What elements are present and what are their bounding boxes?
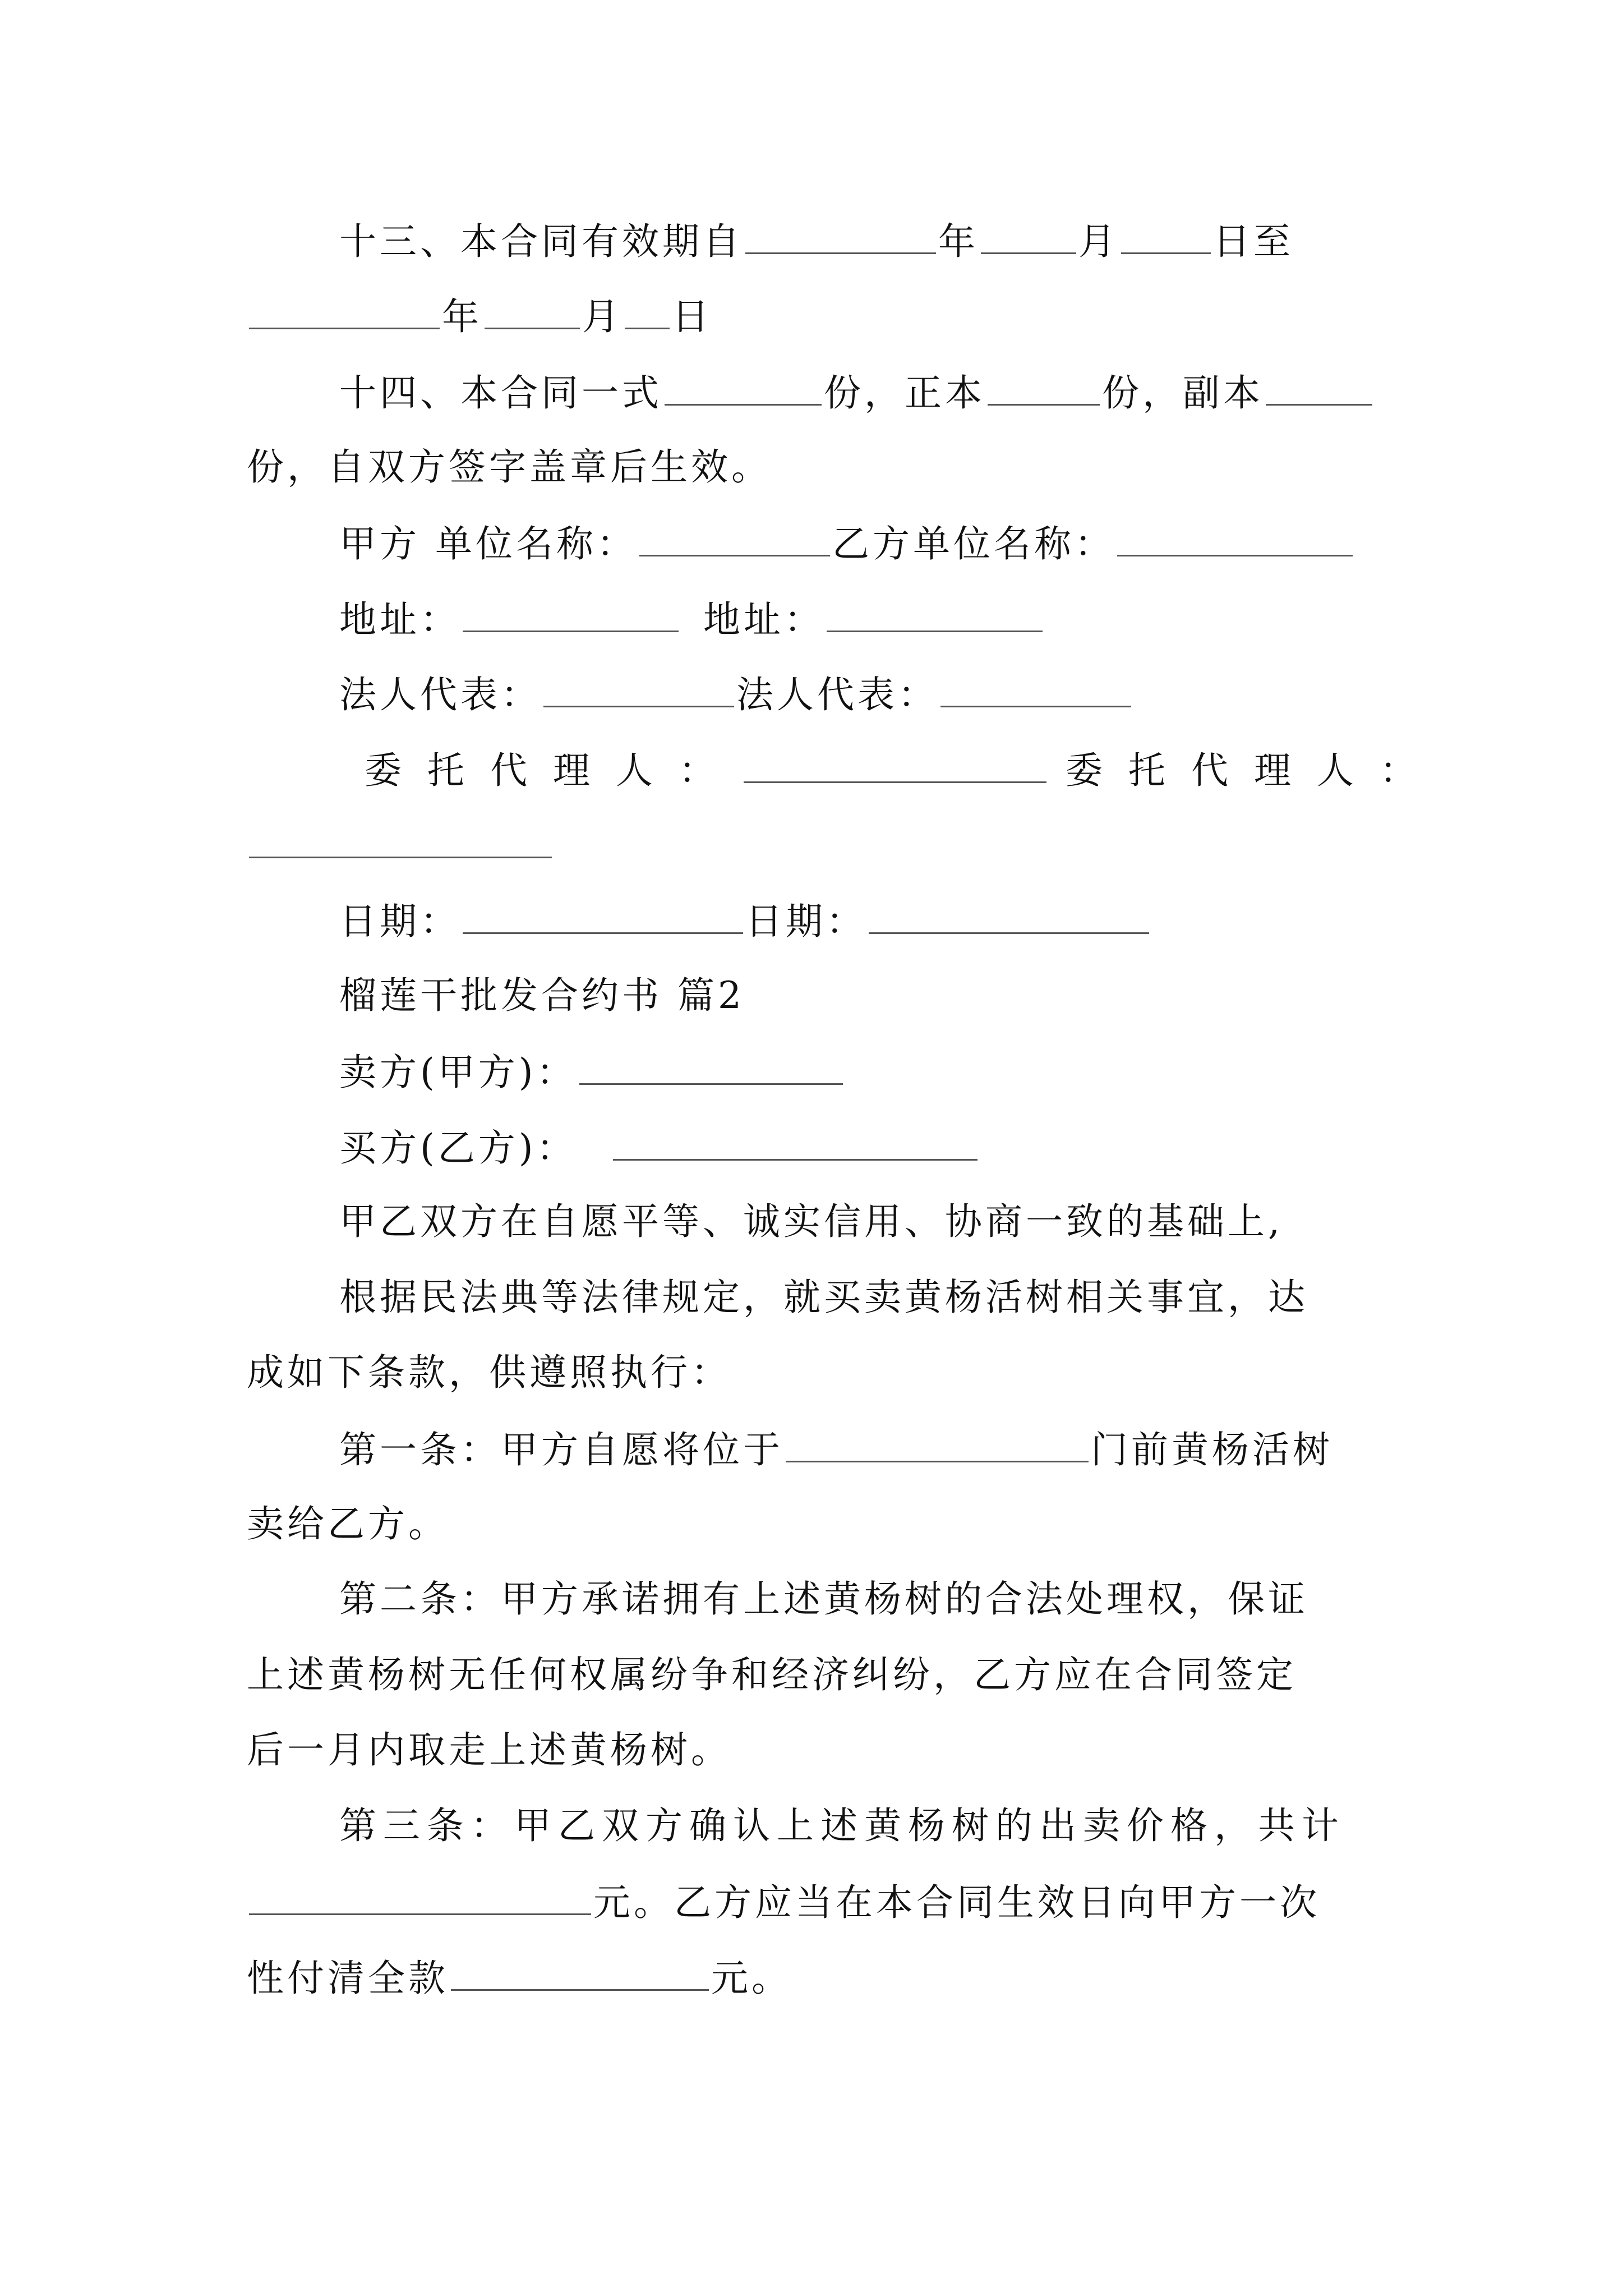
blank-end-day[interactable] <box>625 293 670 329</box>
agent-line <box>365 747 1442 792</box>
clause13-day2: 日 <box>672 295 712 338</box>
date-a-label: 日期： <box>339 900 460 943</box>
article1-line1 <box>339 1426 1333 1471</box>
blank-date-a[interactable] <box>463 898 743 934</box>
party-name-line <box>339 520 1355 565</box>
blank-party-b-name[interactable] <box>1117 520 1353 556</box>
article2-line1 <box>339 1577 1308 1622</box>
article1-prefix: 第一条：甲方自愿将位于 <box>339 1428 783 1471</box>
address-label-a: 地址： <box>339 598 460 641</box>
clause13-day1: 日至 <box>1213 220 1294 263</box>
date-line <box>339 898 1151 942</box>
clause14-originals: 份，副本 <box>1102 371 1264 415</box>
blank-copies[interactable] <box>665 369 822 406</box>
blank-seller[interactable] <box>579 1048 843 1085</box>
article2-text-1: 第二条：甲方承诺拥有上述黄杨树的合法处理权，保证 <box>339 1577 1308 1621</box>
article2-line3 <box>247 1728 731 1773</box>
seller-line <box>339 1048 845 1093</box>
legal-rep-line <box>339 671 1133 716</box>
article3-line3 <box>247 1954 792 1999</box>
agent-line2 <box>247 822 554 867</box>
blank-start-day[interactable] <box>1121 218 1211 254</box>
clause14-tail: 份，自双方签字盖章后生效。 <box>247 445 772 489</box>
intro-line2 <box>339 1275 1308 1320</box>
clause14-line1 <box>339 369 1375 414</box>
blank-date-b[interactable] <box>869 898 1149 934</box>
article2-text-2: 上述黄杨树无任何权属纷争和经济纠纷，乙方应在合同签定 <box>247 1653 1297 1696</box>
clause13-prefix: 十三、本合同有效期自 <box>339 220 743 263</box>
blank-duplicates[interactable] <box>1266 369 1372 406</box>
clause13-month1: 月 <box>1078 220 1119 263</box>
legal-rep-a-label: 法人代表： <box>339 673 541 716</box>
blank-originals[interactable] <box>988 369 1100 406</box>
article3-text-3-suffix: 元。 <box>711 1957 792 2000</box>
seller-label: 卖方(甲方)： <box>339 1051 577 1094</box>
date-b-label: 日期： <box>745 900 866 943</box>
clause14-line2 <box>247 445 772 490</box>
article3-text-1: 第三条：甲乙双方确认上述黄杨树的出卖价格，共计 <box>339 1804 1345 1847</box>
blank-full-payment[interactable] <box>451 1954 709 1991</box>
blank-agent-b[interactable] <box>249 822 552 858</box>
article1-text-2: 卖给乙方。 <box>247 1502 449 1545</box>
blank-start-month[interactable] <box>981 218 1076 254</box>
clause13-line2 <box>247 293 712 338</box>
intro-text-1: 甲乙双方在自愿平等、诚实信用、协商一致的基础上, <box>339 1200 1283 1243</box>
party-a-name-label: 甲方 单位名称： <box>339 522 637 565</box>
article3-line1 <box>339 1803 1345 1848</box>
article3-text-2: 元。乙方应当在本合同生效日向甲方一次 <box>593 1881 1320 1924</box>
intro-text-3: 成如下条款，供遵照执行： <box>247 1351 731 1394</box>
article3-text-3-prefix: 性付清全款 <box>247 1957 449 2000</box>
blank-party-a-name[interactable] <box>639 520 830 556</box>
intro-line3 <box>247 1350 731 1395</box>
blank-end-month[interactable] <box>485 293 580 329</box>
clause13-line1 <box>339 218 1294 263</box>
blank-tree-location[interactable] <box>786 1426 1089 1462</box>
blank-buyer[interactable] <box>613 1124 978 1161</box>
blank-total-price[interactable] <box>249 1879 591 1915</box>
clause13-year1: 年 <box>938 220 979 263</box>
intro-text-2: 根据民法典等法律规定，就买卖黄杨活树相关事宜，达 <box>339 1276 1308 1319</box>
blank-end-year[interactable] <box>249 293 440 329</box>
article2-line2 <box>247 1653 1297 1697</box>
blank-address-b[interactable] <box>827 596 1043 632</box>
clause13-year2: 年 <box>442 295 482 338</box>
legal-rep-b-label: 法人代表： <box>736 673 938 716</box>
article2-text-3: 后一月内取走上述黄杨树。 <box>247 1728 731 1772</box>
clause14-prefix: 十四、本合同一式 <box>339 371 662 415</box>
buyer-line <box>339 1124 980 1169</box>
agent-b-label: 委托代理人： <box>1066 749 1442 792</box>
clause13-month2: 月 <box>582 295 623 338</box>
blank-address-a[interactable] <box>463 596 679 632</box>
blank-start-year[interactable] <box>745 218 936 254</box>
address-line <box>339 596 1045 641</box>
buyer-label: 买方(乙方)： <box>339 1126 577 1170</box>
address-label-b: 地址： <box>703 598 824 641</box>
article1-suffix: 门前黄杨活树 <box>1091 1428 1333 1471</box>
section2-title <box>339 973 745 1018</box>
agent-a-label: 委托代理人： <box>365 749 741 792</box>
article1-line2 <box>247 1502 449 1547</box>
blank-agent-a[interactable] <box>744 747 1046 783</box>
blank-legal-rep-b[interactable] <box>940 671 1131 707</box>
clause14-copies: 份，正本 <box>824 371 985 415</box>
blank-legal-rep-a[interactable] <box>543 671 734 707</box>
section2-title-text: 榴莲干批发合约书 篇2 <box>339 974 745 1017</box>
article3-line2 <box>247 1879 1320 1924</box>
party-b-name-label: 乙方单位名称： <box>832 522 1115 565</box>
intro-line1 <box>339 1199 1283 1244</box>
